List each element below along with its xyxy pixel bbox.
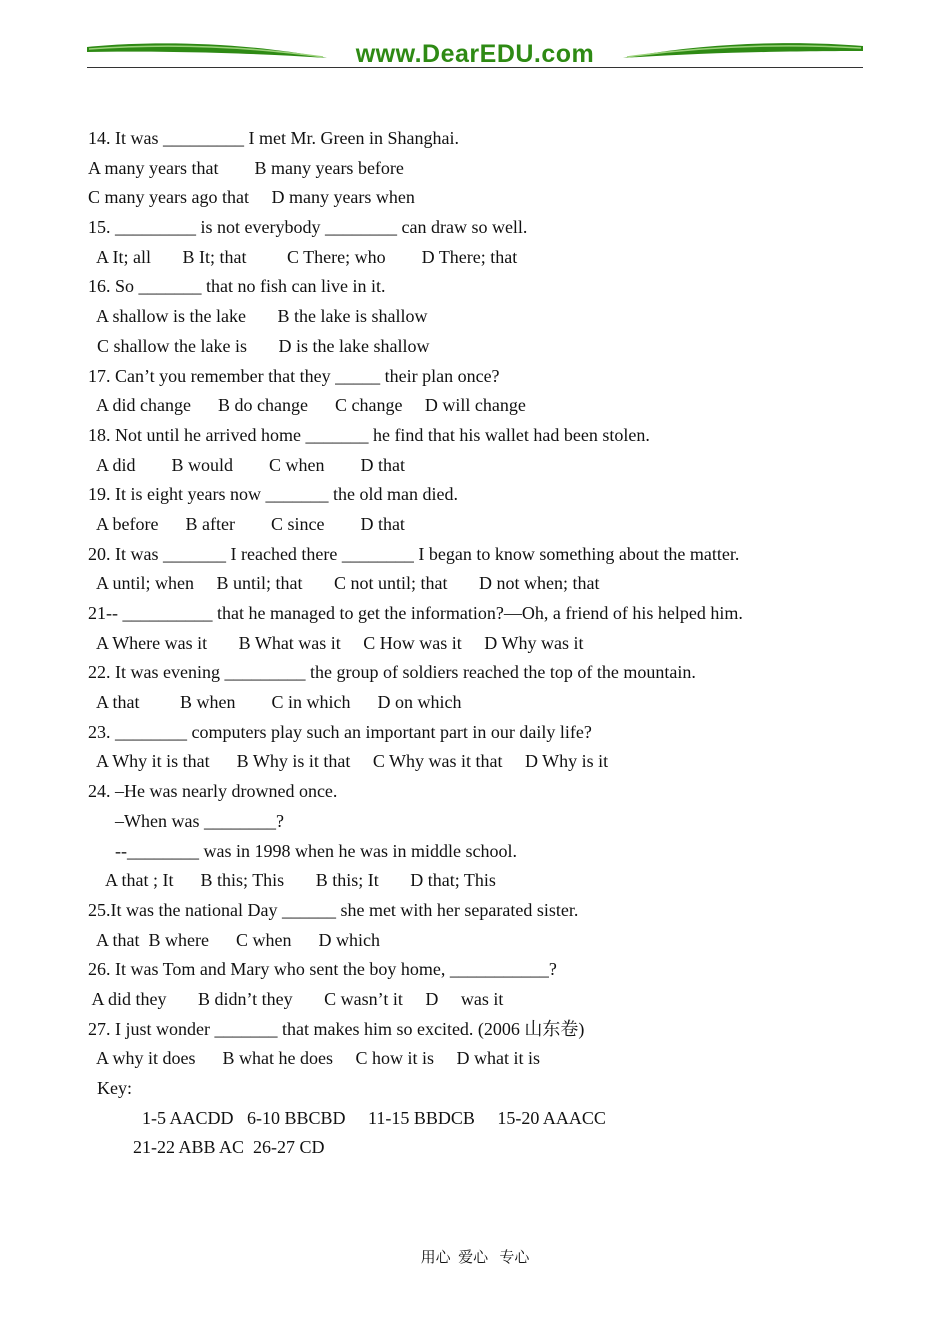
option-line: A did B would C when D that — [88, 454, 406, 475]
option-line: A shallow is the lake B the lake is shallow — [88, 306, 428, 327]
option-line: A why it does B what he does C how it is D what it is — [88, 1048, 540, 1069]
question-line: 25.It was the national Day ______ she met with her separated sister. — [88, 899, 579, 920]
option-line: A many years that B many years before — [88, 157, 404, 178]
option-line: A that ; It B this; This B this; It D that; This — [88, 870, 496, 891]
question-line: 16. So _______ that no fish can live in it. — [88, 276, 386, 297]
question-line: 17. Can’t you remember that they _____ their plan once? — [88, 365, 500, 386]
option-line: A It; all B It; that C There; who D There; that — [88, 246, 518, 267]
option-line: C shallow the lake is D is the lake shallow — [88, 335, 430, 356]
question-line: 21-- __________ that he managed to get the information?—Oh, a friend of his helped him. — [88, 603, 743, 623]
question-line: 26. It was Tom and Mary who sent the boy home, ___________? — [88, 959, 557, 980]
question-line: 15. _________ is not everybody ________ can draw so well. — [88, 217, 528, 238]
site-logo-text: www.DearEDU.com — [355, 40, 595, 68]
answer-key-line: 1-5 AACDD 6-10 BBCBD 11-15 BBDCB 15-20 AAACC — [88, 1107, 606, 1128]
question-line: 20. It was _______ I reached there ________ I began to know something about the matter. — [88, 543, 740, 564]
question-line: 18. Not until he arrived home _______ he find that his wallet had been stolen. — [88, 424, 650, 445]
answer-key-line: 21-22 ABB AC 26-27 CD — [88, 1137, 325, 1158]
option-line: A did change B do change C change D will change — [88, 395, 526, 416]
question-line: --________ was in 1998 when he was in middle school. — [88, 840, 517, 861]
option-line: A Why it is that B Why is it that C Why was it that D Why is it — [88, 751, 609, 772]
option-line: A until; when B until; that C not until; that D not when; that — [88, 573, 600, 594]
question-list — [88, 124, 868, 1163]
question-line: 22. It was evening _________ the group of soldiers reached the top of the mountain. — [88, 662, 696, 683]
option-line: A that B where C when D which — [88, 929, 380, 950]
answer-key-label: Key: — [88, 1078, 132, 1098]
option-line: A Where was it B What was it C How was it D Why was it — [88, 632, 584, 653]
question-line: 23. ________ computers play such an important part in our daily life? — [88, 721, 592, 742]
page-header — [87, 38, 863, 70]
question-line: 27. I just wonder _______ that makes him so excited. (2006 山东卷) — [88, 1018, 585, 1039]
question-line: 19. It is eight years now _______ the old man died. — [88, 484, 458, 505]
question-line: 24. –He was nearly drowned once. — [88, 781, 338, 802]
option-line: A did they B didn’t they C wasn’t it D was it — [88, 988, 504, 1009]
option-line: A that B when C in which D on which — [88, 692, 462, 713]
option-line: A before B after C since D that — [88, 513, 405, 534]
header-rule — [87, 67, 863, 68]
option-line: C many years ago that D many years when — [88, 187, 415, 208]
question-line: –When was ________? — [88, 810, 284, 831]
page-footer: 用心 爱心 专心 — [420, 1250, 530, 1266]
question-line: 14. It was _________ I met Mr. Green in Shanghai. — [88, 128, 459, 148]
